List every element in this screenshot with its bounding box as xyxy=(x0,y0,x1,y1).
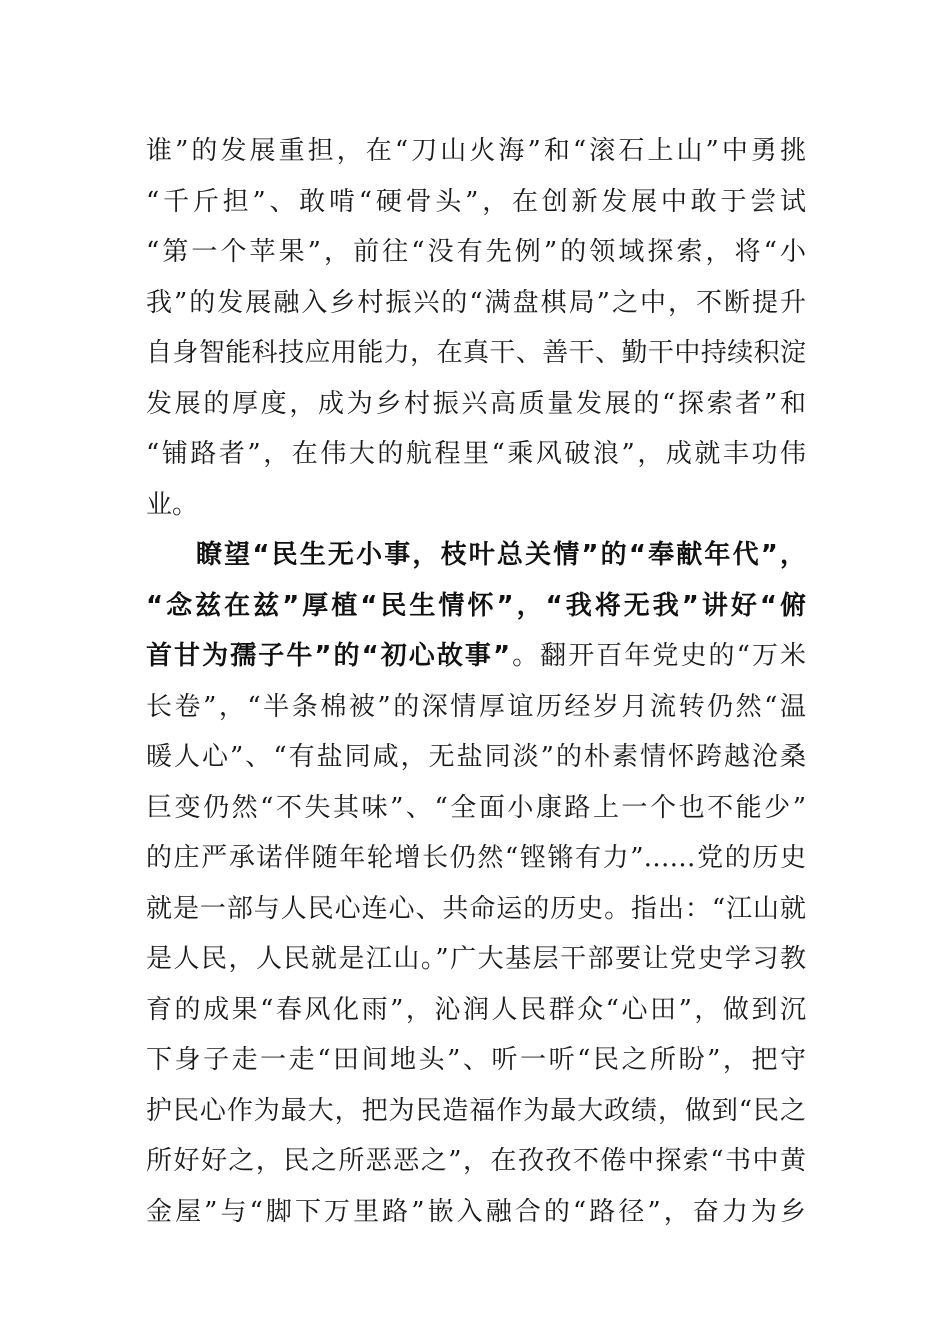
paragraph-line: 护民心作为最大，把为民造福作为最大政绩，做到“民之 xyxy=(146,1096,806,1126)
paragraph-line: “第一个苹果”，前往“没有先例”的领域探索，将“小 xyxy=(146,237,806,267)
heading-line: “念兹在兹”厚植“民生情怀”，“我将无我”讲好“俯 xyxy=(146,591,806,621)
mixed-line xyxy=(146,636,806,676)
paragraph-line-start: 。翻开百年党史的“万米 xyxy=(510,641,806,671)
heading-line: 瞭望“民生无小事，枝叶总关情”的“奉献年代”， xyxy=(196,540,806,570)
paragraph-line: 的庄严承诺伴随年轮增长仍然“铿锵有力”……党的历史 xyxy=(146,843,806,873)
paragraph-line: 暖人心”、“有盐同咸，无盐同淡”的朴素情怀跨越沧桑 xyxy=(146,742,806,772)
paragraph-line: 谁”的发展重担，在“刀山火海”和“滚石上山”中勇挑 xyxy=(146,136,806,166)
paragraph-line: 就是一部与人民心连心、共命运的历史。指出：“江山就 xyxy=(146,894,806,924)
paragraph-line: 业。 xyxy=(146,490,199,520)
paragraph-line: 巨变仍然“不失其味”、“全面小康路上一个也不能少” xyxy=(146,793,806,823)
paragraph-line: 我”的发展融入乡村振兴的“满盘棋局”之中，不断提升 xyxy=(146,288,806,318)
heading-line-end: 首甘为孺子牛”的“初心故事” xyxy=(146,641,511,671)
paragraph-line: 所好好之，民之所恶恶之”，在孜孜不倦中探索“书中黄 xyxy=(146,1146,806,1176)
paragraph-line: “千斤担”、敢啃“硬骨头”，在创新发展中敢于尝试 xyxy=(146,187,806,217)
paragraph-line: 育的成果“春风化雨”，沁润人民群众“心田”，做到沉 xyxy=(146,995,806,1025)
paragraph-line: “铺路者”，在伟大的航程里“乘风破浪”，成就丰功伟 xyxy=(146,439,806,469)
paragraph-line: 金屋”与“脚下万里路”嵌入融合的“路径”，奋力为乡 xyxy=(146,1197,806,1227)
paragraph-line: 下身子走一走“田间地头”、听一听“民之所盼”，把守 xyxy=(146,1045,806,1075)
paragraph-line: 发展的厚度，成为乡村振兴高质量发展的“探索者”和 xyxy=(146,389,806,419)
paragraph-line: 自身智能科技应用能力，在真干、善干、勤干中持续积淀 xyxy=(146,338,806,368)
paragraph-line: 长卷”，“半条棉被”的深情厚谊历经岁月流转仍然“温 xyxy=(146,692,806,722)
paragraph-line: 是人民，人民就是江山。”广大基层干部要让党史学习教 xyxy=(146,944,806,974)
